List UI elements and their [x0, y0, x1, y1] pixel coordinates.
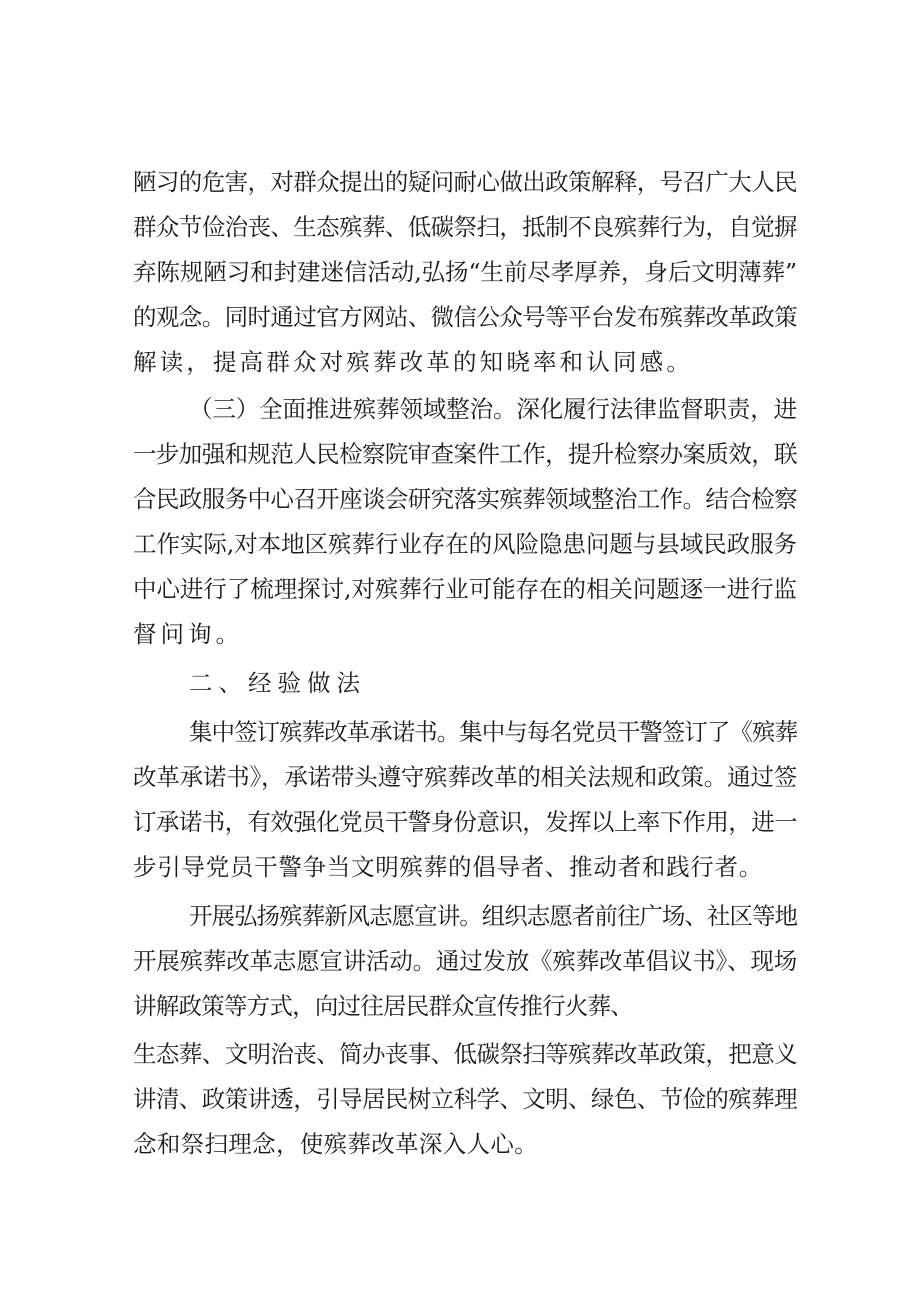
line-text: 一步加强和规范人民检察院审查案件工作，提升检察办案质效，联 [133, 440, 797, 468]
text-line [0, 941, 920, 981]
line-text: 集中签订殡葬改革承诺书。集中与每名党员干警签订了《殡葬 [189, 718, 797, 746]
line-text: 开展殡葬改革志愿宣讲活动。通过发放《殡葬改革倡议书》、现场 [133, 947, 797, 975]
text-line [0, 1124, 920, 1164]
line-text: 开展弘扬殡葬新风志愿宣讲。组织志愿者前往广场、社区等地 [189, 902, 797, 930]
text-line [0, 614, 920, 654]
line-text: 生态葬、文明治丧、简办丧事、低碳祭扫等殡葬改革政策，把意义 [133, 1040, 797, 1068]
text-line [0, 252, 920, 292]
text-line [0, 479, 920, 519]
line-text: 督问询。 [133, 620, 243, 648]
section-heading [0, 663, 920, 703]
text-line [0, 342, 920, 382]
line-text: 合民政服务中心召开座谈会研究落实殡葬领域整治工作。结合检察 [133, 485, 797, 513]
line-text: 中心进行了梳理探讨,对殡葬行业可能存在的相关问题逐一进行监 [133, 575, 797, 603]
line-text: 讲清、政策讲透，引导居民树立科学、文明、绿色、节俭的殡葬理 [133, 1085, 797, 1113]
text-line [0, 569, 920, 609]
line-text: 弃陈规陋习和封建迷信活动,弘扬“生前尽孝厚养，身后文明薄葬” [133, 258, 797, 286]
line-text: 改革承诺书》，承诺带头遵守殡葬改革的相关法规和政策。通过签 [133, 763, 797, 791]
text-line [0, 1079, 920, 1119]
text-line [0, 896, 920, 936]
line-text: 陋习的危害，对群众提出的疑问耐心做出政策解释，号召广大人民 [133, 168, 797, 196]
text-line [0, 712, 920, 752]
text-line [0, 847, 920, 887]
line-text: 群众节俭治丧、生态殡葬、低碳祭扫，抵制不良殡葬行为，自觉摒 [133, 213, 797, 241]
text-line [0, 1034, 920, 1074]
text-line [0, 297, 920, 337]
line-text: 步引导党员干警争当文明殡葬的倡导者、推动者和践行者。 [133, 853, 763, 881]
text-line [0, 524, 920, 564]
line-text: 订承诺书，有效强化党员干警身份意识，发挥以上率下作用，进一 [133, 808, 797, 836]
text-line [0, 162, 920, 202]
line-text: 的观念。同时通过官方网站、微信公众号等平台发布殡葬改革政策 [133, 303, 797, 331]
text-line [0, 434, 920, 474]
text-line [0, 986, 920, 1026]
line-text: 讲解政策等方式，向过往居民群众宣传推行火葬、 [133, 992, 633, 1020]
text-line [0, 802, 920, 842]
line-text: 解读，提高群众对殡葬改革的知晓率和认同感。 [133, 348, 693, 376]
line-text: 念和祭扫理念，使殡葬改革深入人心。 [133, 1130, 538, 1158]
text-line [0, 389, 920, 429]
section-heading-text: 二、经验做法 [189, 669, 366, 697]
text-line [0, 757, 920, 797]
line-text: （三）全面推进殡葬领域整治。深化履行法律监督职责，进 [189, 395, 797, 423]
line-text: 工作实际,对本地区殡葬行业存在的风险隐患问题与县域民政服务 [133, 530, 797, 558]
text-line [0, 207, 920, 247]
